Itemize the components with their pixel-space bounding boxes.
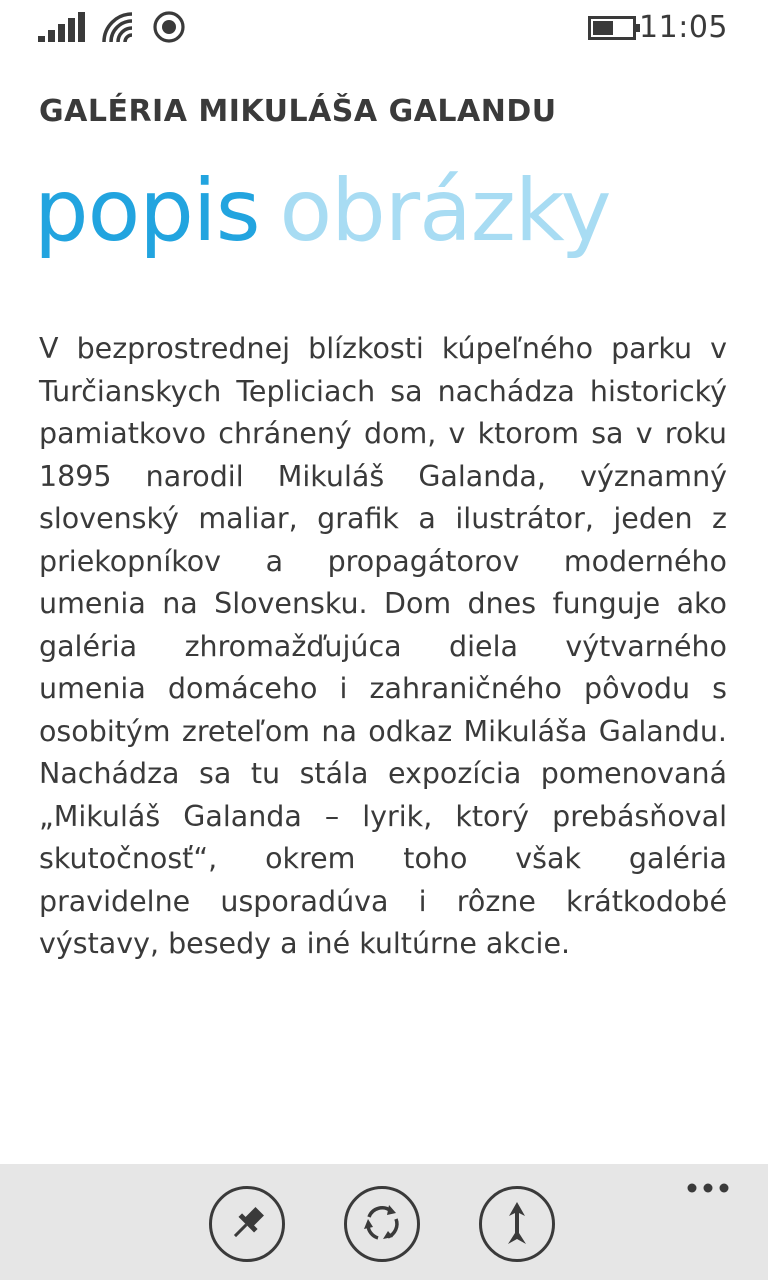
description-text: V bezprostrednej blízkosti kúpeľného parku v Turčianskych Tepliciach sa nachádza historický pamiatkovo chránený dom, v ktorom sa v roku 1895 narodil Mikuláš Galanda, významný slovenský maliar, grafik a ilustrátor, jeden z priekopníkov a propagátorov moderného umenia na Slovensku. Dom dnes funguje ako galéria zhromažďujúca diela výtvarného umenia domáceho i zahraničného pôvodu s osobitým zreteľom na odkaz Mikuláša Galandu. Nachádza sa tu stála expozícia pomenovaná „Mikuláš Galanda – lyrik, ktorý prebásňoval skutočnosť“, okrem toho však galéria pravidelne usporadúva i rôzne krátkodobé výstavy, besedy a iné kultúrne akcie. bbox=[39, 332, 727, 960]
pin-icon bbox=[212, 1189, 282, 1259]
signal-strength-icon bbox=[38, 12, 86, 42]
app-title: GALÉRIA MIKULÁŠA GALANDU bbox=[39, 94, 557, 129]
sync-icon bbox=[347, 1189, 417, 1259]
more-options-icon[interactable] bbox=[686, 1180, 730, 1196]
app-bar bbox=[0, 1164, 768, 1280]
tab-popis[interactable]: popis bbox=[34, 161, 260, 261]
pin-button[interactable] bbox=[209, 1186, 285, 1262]
battery-icon bbox=[588, 16, 642, 40]
sync-button[interactable] bbox=[344, 1186, 420, 1262]
tab-obrazky[interactable]: obrázky bbox=[279, 161, 611, 261]
wifi-icon bbox=[100, 10, 138, 44]
directions-button[interactable] bbox=[479, 1186, 555, 1262]
location-icon bbox=[152, 10, 186, 44]
directions-icon bbox=[482, 1189, 552, 1259]
status-time: 11:05 bbox=[639, 10, 728, 45]
status-bar bbox=[0, 0, 768, 56]
pivot-header bbox=[34, 156, 611, 276]
